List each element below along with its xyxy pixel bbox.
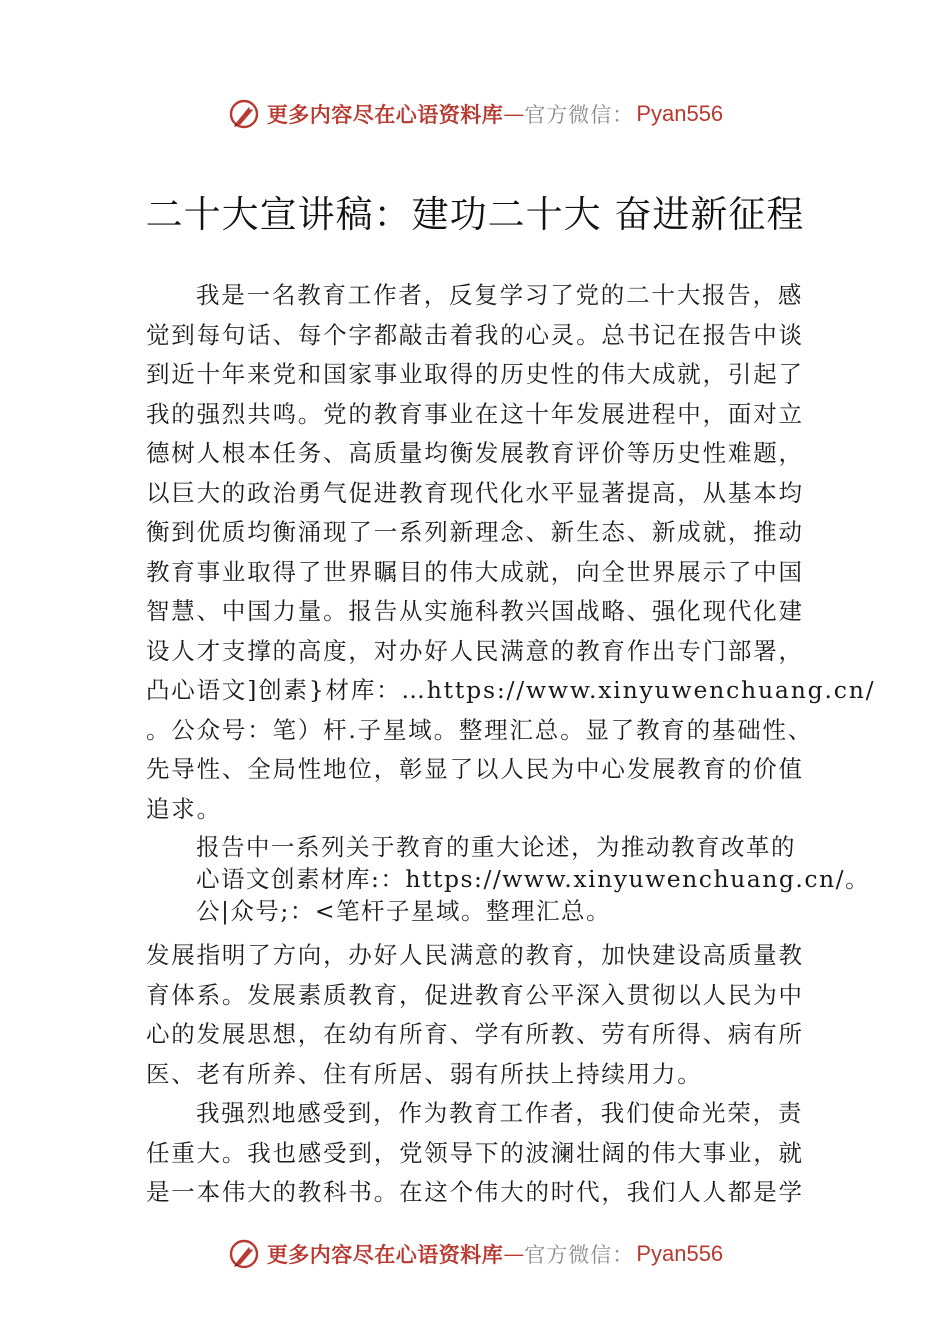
document-title: 二十大宣讲稿：建功二十大 奋进新征程: [145, 193, 805, 236]
banner-wechat-id: Pyan556: [636, 101, 724, 126]
header-watermark-banner: [0, 94, 950, 134]
footer-watermark-banner: [0, 1234, 950, 1274]
pen-logo-icon: [227, 1237, 261, 1271]
text-line: 教育事业取得了世界瞩目的伟大成就，向全世界展示了中国: [146, 557, 804, 586]
banner-brand-text: 更多内容尽在心语资料库: [266, 1242, 504, 1267]
text-line: 公|众号;：<笔杆子星域。整理汇总。: [196, 897, 612, 925]
text-line: 追求。: [146, 794, 222, 823]
text-line: 以巨大的政治勇气促进教育现代化水平显著提高，从基本均: [146, 478, 804, 507]
text-line: 我的强烈共鸣。党的教育事业在这十年发展进程中，面对立: [146, 399, 804, 428]
text-line: 先导性、全局性地位，彰显了以人民为中心发展教育的价值: [146, 755, 804, 783]
text-line: 任重大。我也感受到，党领导下的波澜壮阔的伟大事业，就: [146, 1138, 804, 1167]
text-line: 我强烈地感受到，作为教育工作者，我们使命光荣，责: [196, 1099, 804, 1127]
banner-dash: —: [503, 1242, 525, 1266]
text-line: 衡到优质均衡涌现了一系列新理念、新生态、新成就，推动: [146, 518, 804, 546]
banner-dash: —: [503, 102, 525, 126]
paragraph-2: [196, 831, 871, 927]
banner-wechat-label: 官方微信：: [524, 1243, 635, 1267]
text-line: 德树人根本任务、高质量均衡发展教育评价等历史性难题，: [146, 439, 804, 467]
text-line: 医、老有所养、住有所居、弱有所扶上持续用力。: [146, 1059, 703, 1088]
paragraph-1: [146, 276, 876, 829]
paragraph-3: [146, 936, 811, 1213]
text-line: 发展指明了方向，办好人民满意的教育，加快建设高质量教: [146, 941, 804, 969]
text-line: 到近十年来党和国家事业取得的历史性的伟大成就，引起了: [146, 360, 804, 388]
banner-wechat-label: 官方微信：: [524, 103, 635, 127]
banner-wechat-id: Pyan556: [636, 1241, 724, 1266]
text-line: 心语文创素材库:：https://www.xinyuwenchuang.cn/。: [196, 865, 871, 893]
text-line: 报告中一系列关于教育的重大论述，为推动教育改革的: [196, 833, 796, 861]
text-line: 设人才支撑的高度，对办好人民满意的教育作出专门部署，: [146, 636, 804, 665]
text-line: 心的发展思想，在幼有所育、学有所教、劳有所得、病有所: [146, 1020, 804, 1048]
text-line: 凸心语文]创素}材库：…https://www.xinyuwenchuang.cn/: [146, 676, 876, 704]
text-line: 智慧、中国力量。报告从实施科教兴国战略、强化现代化建: [146, 597, 804, 625]
text-line: 是一本伟大的教科书。在这个伟大的时代，我们人人都是学: [146, 1178, 804, 1206]
pen-logo-icon: [227, 97, 261, 131]
text-line: 。公众号：笔）杆.子星域。整理汇总。显了教育的基础性、: [146, 715, 814, 744]
banner-brand-text: 更多内容尽在心语资料库: [266, 102, 504, 127]
text-line: 育体系。发展素质教育，促进教育公平深入贯彻以人民为中: [146, 980, 804, 1009]
text-line: 我是一名教育工作者，反复学习了党的二十大报告，感: [196, 281, 804, 309]
text-line: 觉到每句话、每个字都敲击着我的心灵。总书记在报告中谈: [146, 320, 804, 349]
